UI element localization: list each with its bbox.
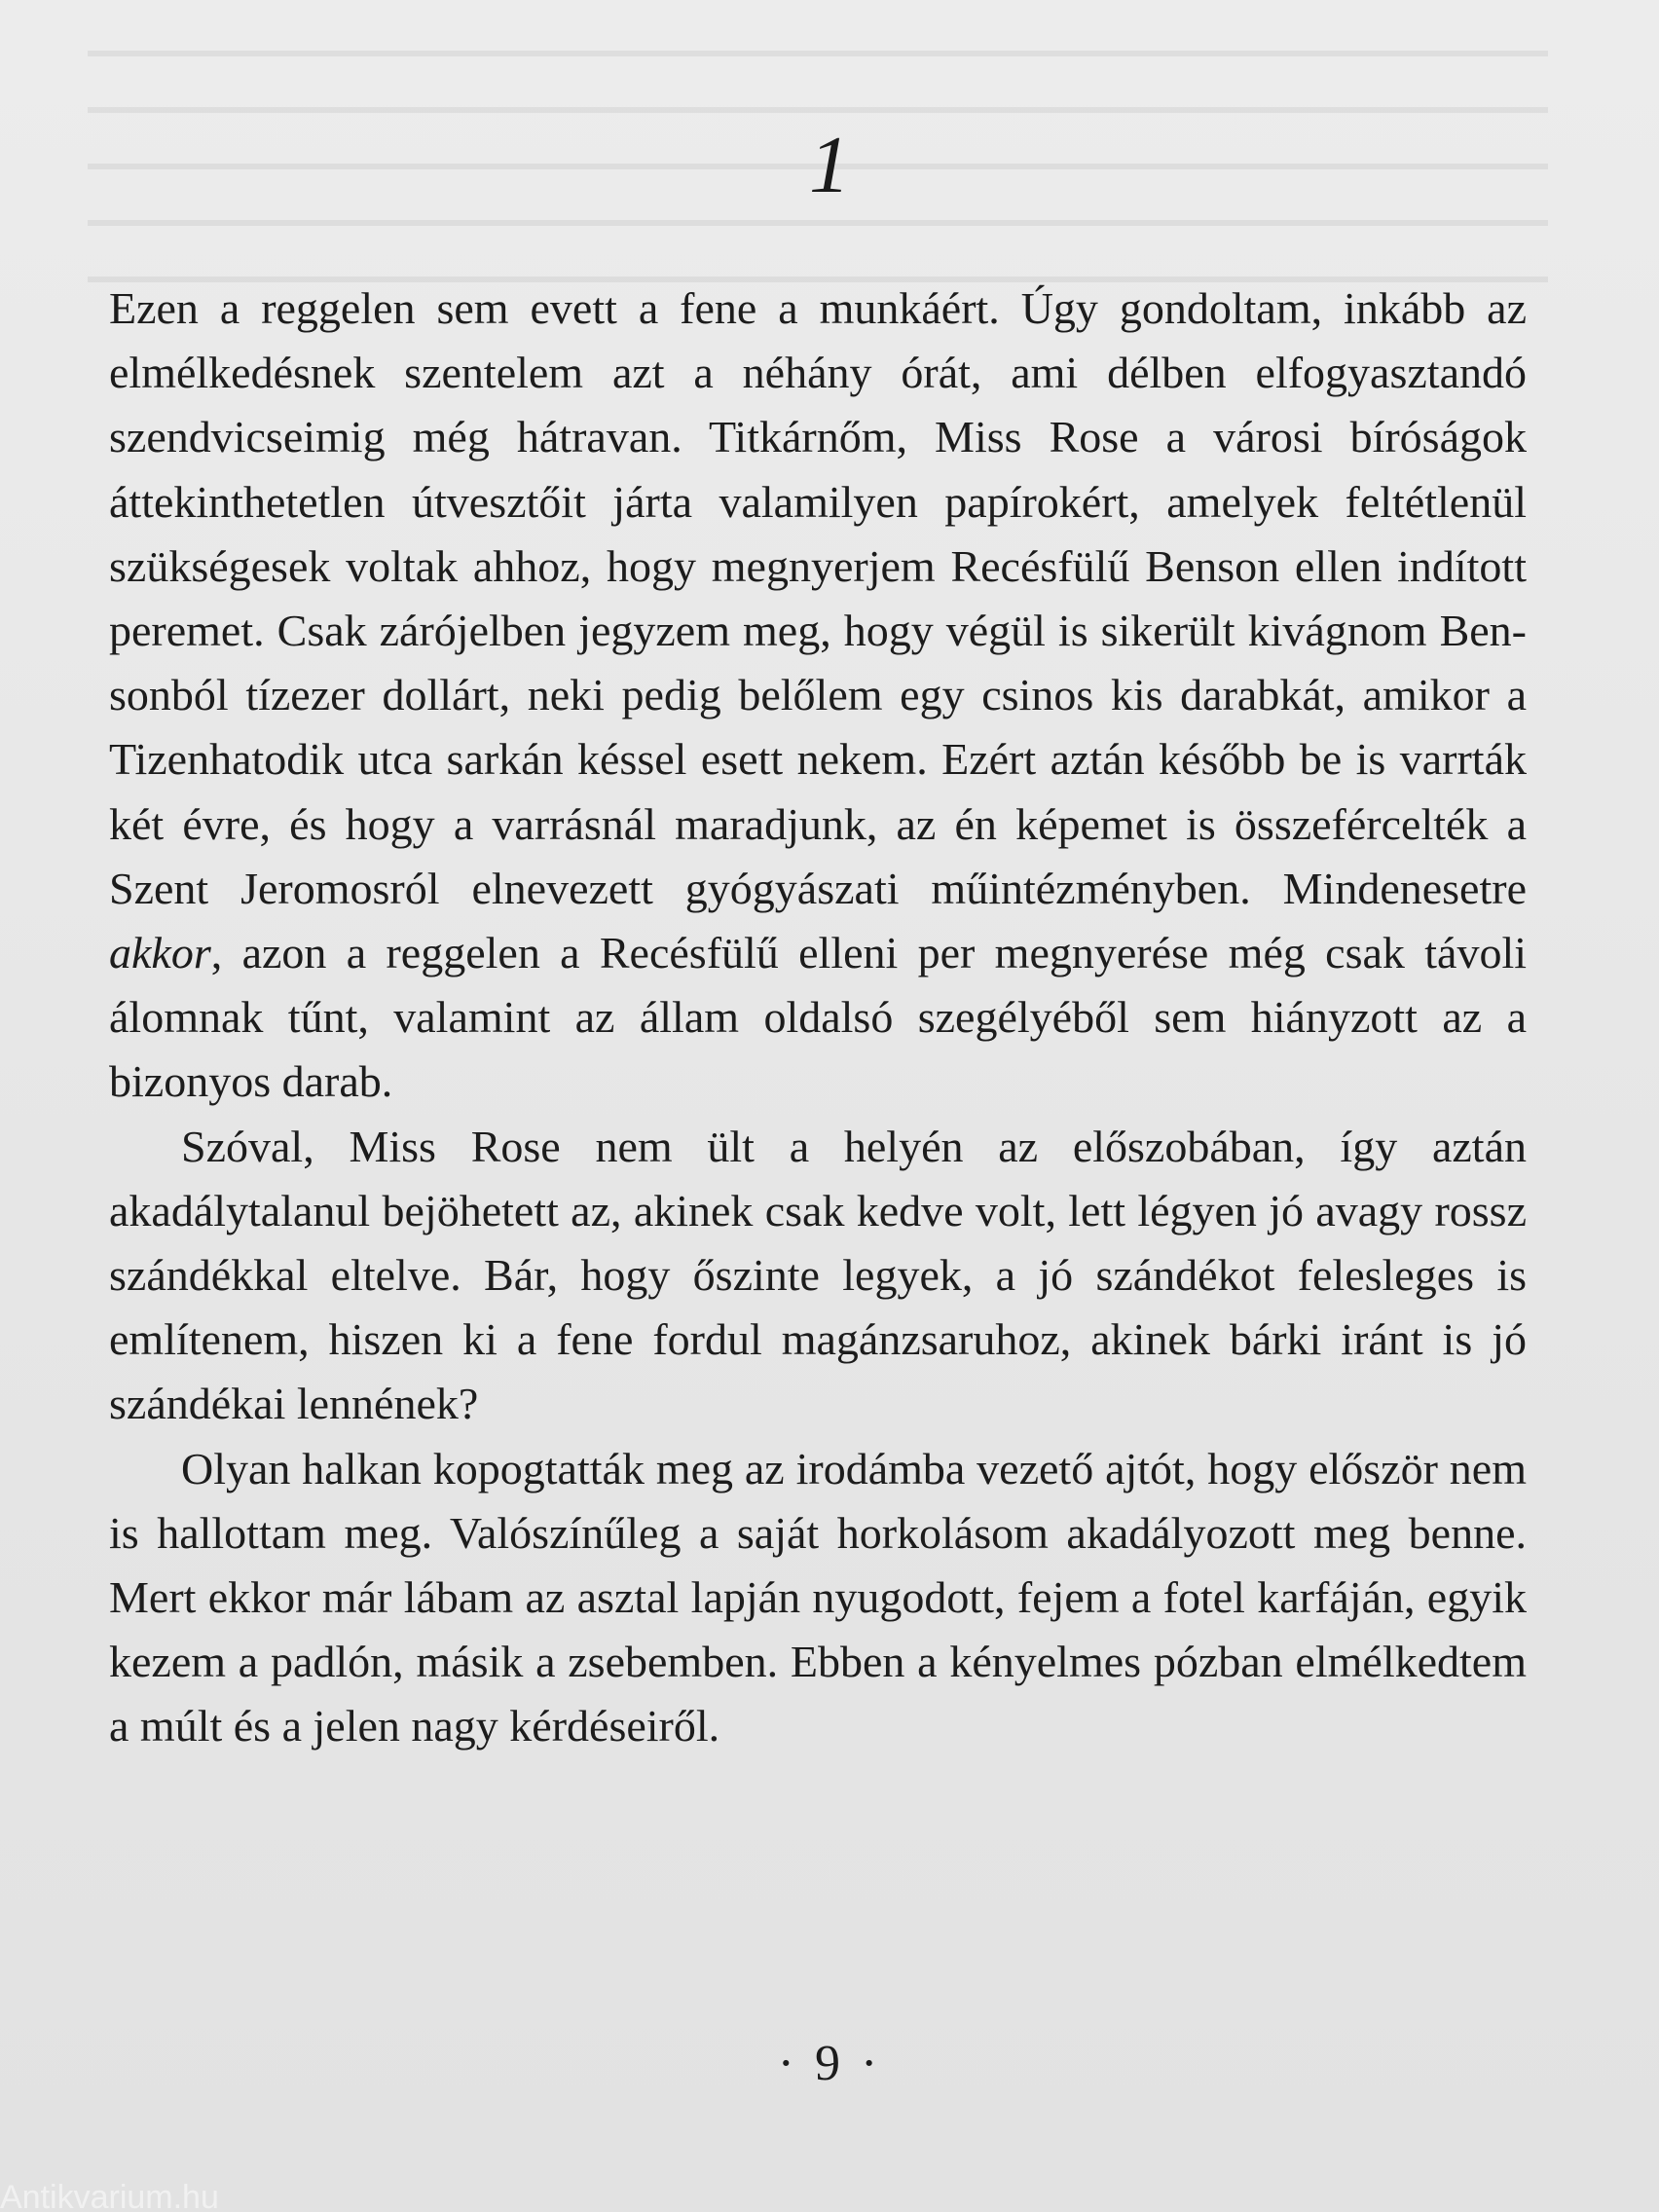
watermark: Antikvarium.hu bbox=[0, 2183, 219, 2212]
chapter-body bbox=[109, 276, 1527, 1759]
paragraph-1-text-a: Ezen a reggelen sem evett a fene a munkáért. Úgy gondoltam, inkább az elmélkedésnek szentelem azt a néhány órát, ami délben elfogyasztandó szendvicseimig még hátravan. Titkárnőm, Miss Rose a városi bíróságok áttekinthetetlen útvesztőit járta valamilyen papírokért, amelyek feltétlenül szükségesek voltak ahhoz, hogy megnyerjem Recésfülű Benson ellen indított peremet. Csak zárójelben jegyzem meg, hogy végül is sikerült kivágnom Bensonból tízezer dollárt, neki pedig belőlem egy csinos kis darabkát, amikor a Tizenhatodik utca sarkán késsel esett nekem. Ezért aztán később be is varrták két évre, és hogy a varrásnál maradjunk, az én képemet is összefércelték a Szent Jeromosról elnevezett gyógyászati műintézményben. Mindenesetre bbox=[109, 283, 1527, 913]
chapter-number: 1 bbox=[809, 120, 850, 210]
page-number: · 9 · bbox=[777, 2036, 882, 2091]
paragraph-3: Olyan halkan kopogtatták meg az irodámba vezető ajtót, hogy először nem is hallottam meg. Valószínűleg a saját horkolásom akadályozott meg benne. Mert ekkor már lábam az asztal lapján nyugodott, fejem a fotel karfáján, egyik kezem a padlón, másik a zsebemben. Ebben a kényelmes pózban elmélkedtem a múlt és a jelen nagy kérdéseiről. bbox=[109, 1443, 1527, 1751]
paragraph-1 bbox=[109, 276, 1527, 1115]
paragraph-1-text-b: , azon a reggelen a Recésfülű elleni per megnyerése még csak távoli álomnak tűnt, valamint az állam oldalsó szegélyéből sem hiányzott az a bizonyos darab. bbox=[109, 928, 1527, 1107]
paragraph-2: Szóval, Miss Rose nem ült a helyén az előszobában, így aztán akadálytalanul bejöhetett az, akinek csak kedve volt, lett légyen jó avagy rossz szándékkal eltelve. Bár, hogy őszinte legyek, a jó szándékot felesleges is említenem, hiszen ki a fene fordul magánzsaruhoz, akinek bárki iránt is jó szándékai lennének? bbox=[109, 1121, 1527, 1429]
paragraph-1-italic-word: akkor bbox=[109, 928, 211, 978]
